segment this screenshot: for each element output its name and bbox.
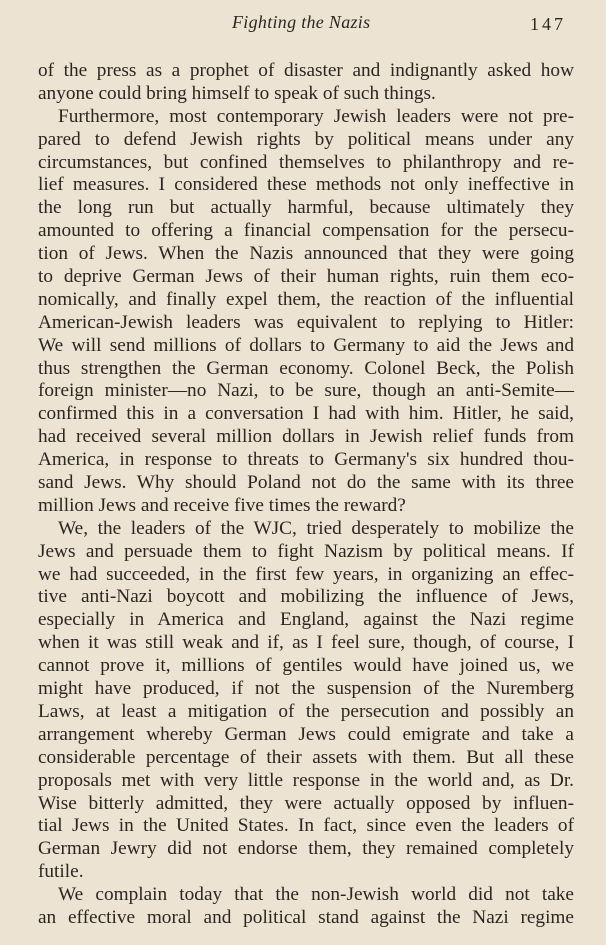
text-line: American-Jewish leaders was equivalent to replying to Hitler: <box>38 311 574 333</box>
page-number: 147 <box>530 14 566 34</box>
text-line: We, the leaders of the WJC, tried desperately to mobilize the <box>58 517 574 539</box>
text-line: tive anti-Nazi boycott and mobilizing the influence of Jews, <box>38 586 574 608</box>
text-line: lief measures. I considered these methods not only ineffective in <box>38 174 574 196</box>
text-line: nomically, and finally expel them, the reaction of the influential <box>38 288 574 310</box>
page-header <box>0 8 606 38</box>
text-line: tial Jews in the United States. In fact, since even the leaders of <box>38 815 574 837</box>
text-line: had received several million dollars in Jewish relief funds from <box>38 426 574 448</box>
text-line: sand Jews. Why should Poland not do the same with its three <box>38 472 574 494</box>
text-line: pared to defend Jewish rights by political means under any <box>38 128 574 150</box>
text-line: million Jews and receive five times the reward? <box>38 494 406 516</box>
running-title: Fighting the Nazis <box>232 12 371 32</box>
text-line: considerable percentage of their assets with them. But all these <box>38 746 574 768</box>
text-line: thus strengthen the German economy. Colonel Beck, the Polish <box>38 357 574 379</box>
text-line: arrangement whereby German Jews could emigrate and take a <box>38 723 574 745</box>
text-line: foreign minister—no Nazi, to be sure, though an anti-Semite— <box>38 380 574 402</box>
text-line: anyone could bring himself to speak of such things. <box>38 82 436 104</box>
text-line: we had succeeded, in the first few years, in organizing an effec- <box>38 563 574 585</box>
text-line: when it was still weak and if, as I feel sure, though, of course, I <box>38 632 574 654</box>
text-line: proposals met with very little response in the world and, as Dr. <box>38 769 574 791</box>
text-line: to deprive German Jews of their human rights, ruin them eco- <box>38 266 574 288</box>
text-line: an effective moral and political stand against the Nazi regime <box>38 906 574 928</box>
text-line: Laws, at least a mitigation of the persecution and possibly an <box>38 700 574 722</box>
text-line: cannot prove it, millions of gentiles would have joined us, we <box>38 655 574 677</box>
text-line: might have produced, if not the suspension of the Nuremberg <box>38 678 574 700</box>
text-line: confirmed this in a conversation I had with him. Hitler, he said, <box>38 403 574 425</box>
body-text <box>38 60 574 930</box>
text-line: Wise bitterly admitted, they were actually opposed by influen- <box>38 792 574 814</box>
text-line: circumstances, but confined themselves to philanthropy and re- <box>38 151 574 173</box>
text-line: We will send millions of dollars to Germany to aid the Jews and <box>38 334 574 356</box>
text-line: German Jewry did not endorse them, they remained completely <box>38 838 574 860</box>
text-line: We complain today that the non-Jewish world did not take <box>58 884 574 906</box>
text-line: America, in response to threats to Germany's six hundred thou- <box>38 449 574 471</box>
text-line: Jews and persuade them to fight Nazism by political means. If <box>38 540 574 562</box>
text-line: amounted to offering a financial compensation for the persecu- <box>38 220 574 242</box>
text-line: tion of Jews. When the Nazis announced that they were going <box>38 243 574 265</box>
text-line: especially in America and England, against the Nazi regime <box>38 609 574 631</box>
text-line: of the press as a prophet of disaster and indignantly asked how <box>38 60 574 81</box>
text-line: Furthermore, most contemporary Jewish leaders were not pre- <box>58 105 574 127</box>
text-line: futile. <box>38 861 84 883</box>
text-line: the long run but actually harmful, because ultimately they <box>38 197 574 219</box>
